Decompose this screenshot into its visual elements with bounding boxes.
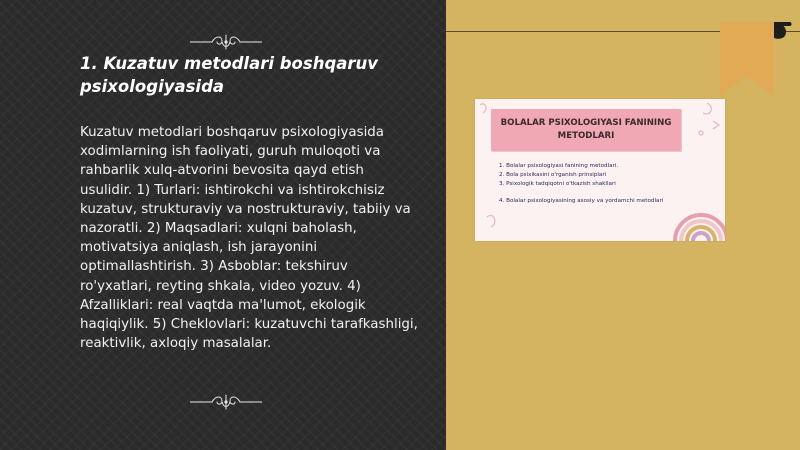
rainbow-icon: [675, 215, 725, 241]
ornament-bottom-icon: [190, 393, 262, 411]
image-list-item: 2. Bola psixikasini o'rganish prinsiplari: [499, 172, 607, 178]
bookmark-ribbon-icon: [716, 16, 796, 100]
slide-title: 1. Kuzatuv metodlari boshqaruv psixologiyasida: [80, 54, 379, 96]
slide-body-text: Kuzatuv metodlari boshqaruv psixologiyasida xodimlarning ish faoliyati, guruh muloqoti va rahbarlik xulq-atvorini bevosita qayd etish usulidir. 1) Turlari: ishtirokchi va ishtirokchisiz kuzatuv, strukturaviy va nostrukturaviy, tabiiy va nazoratli. 2) Maqsadlari: xulqni baholash, motivatsiya aniqlash, ish jarayonini optimallashtirish. 3) Asboblar: tekshiruv ro'yxatlari, reyting shkala, video yozuv. 4) Afzalliklari: real vaqtda ma'lumot, ekologik haqiqiylik. 5) Cheklovlari: kuzatuvchi tarafkashligi, reaktivlik, axloqiy masalalar.: [80, 125, 418, 352]
image-list: [499, 162, 699, 206]
image-list-item: 3. Psixologik tadqiqotni o'tkazish shakllari: [499, 181, 616, 187]
image-heading: BOLALAR PSIXOLOGIYASI FANINING METODLARI: [491, 109, 681, 151]
image-list-item: 4. Bolalar psixologiyasining asosiy va yordamchi metodlari: [499, 198, 664, 204]
image-list-item: 1. Bolalar psixologiyasi fanining metodlari.: [499, 163, 619, 169]
ornament-top-icon: [190, 33, 262, 51]
embedded-slide-image: [475, 99, 725, 241]
